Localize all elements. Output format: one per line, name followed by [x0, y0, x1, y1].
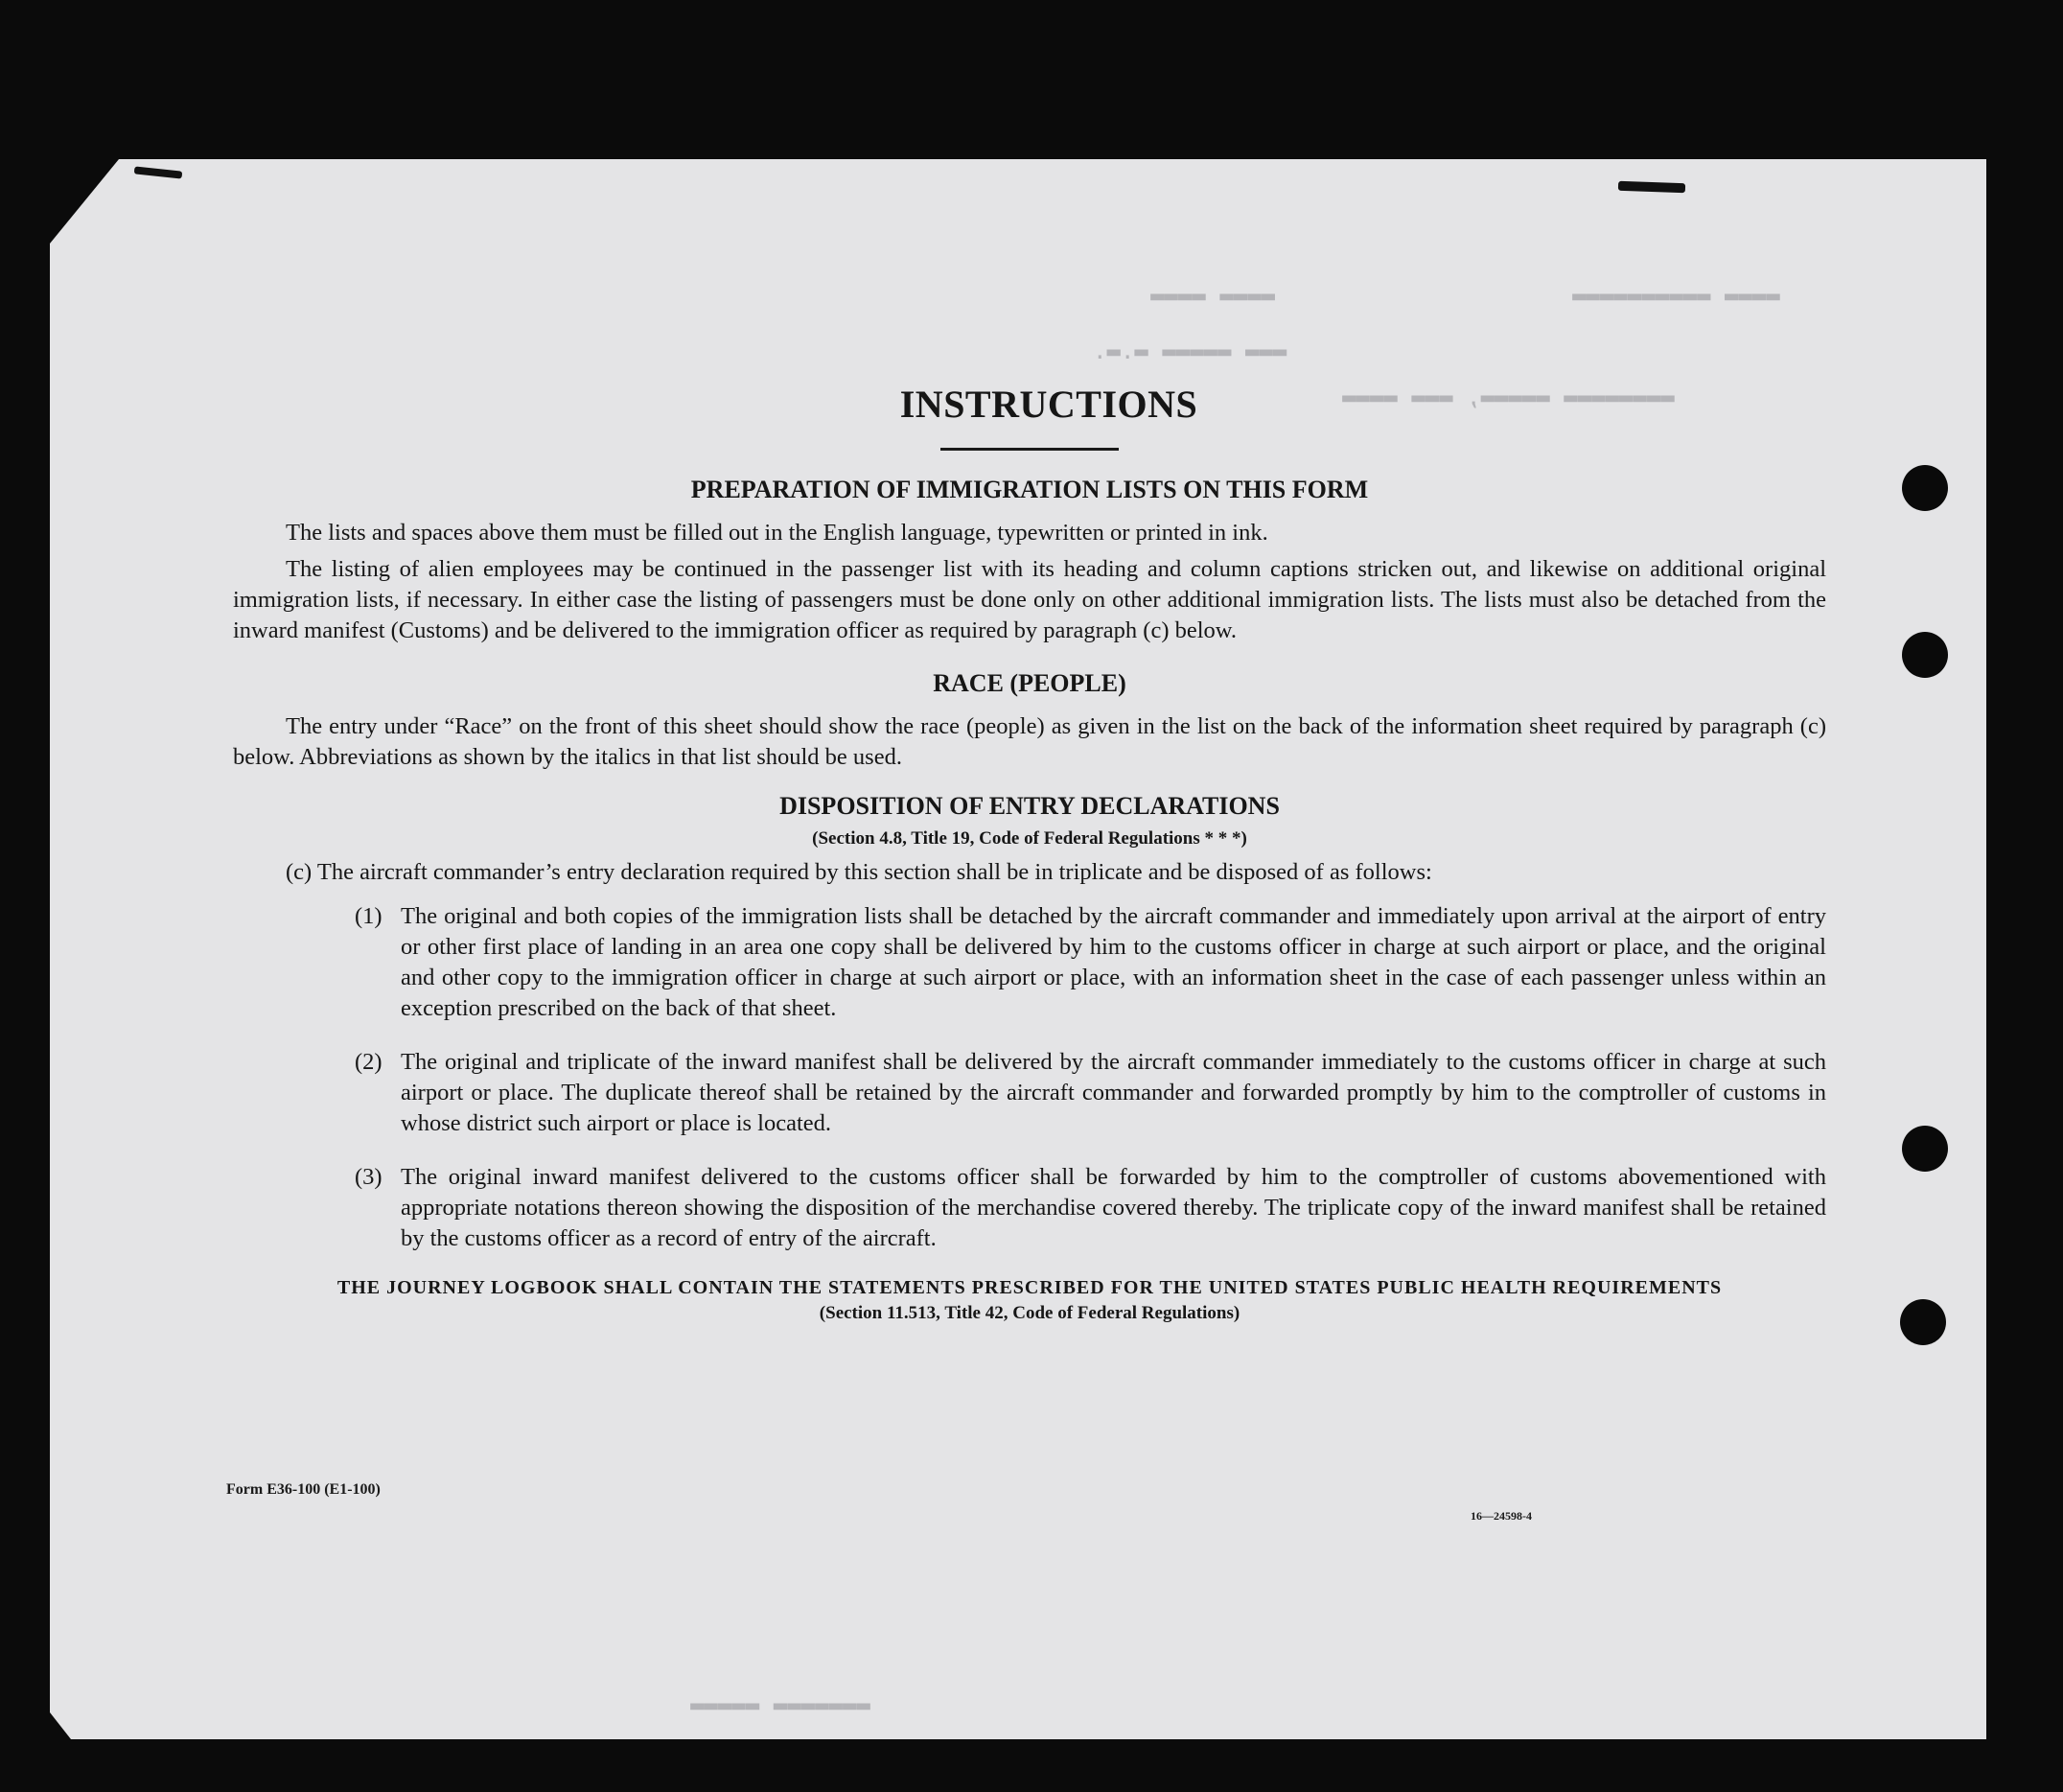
prep-heading: PREPARATION OF IMMIGRATION LISTS ON THIS FORM — [690, 476, 1369, 503]
race-paragraph: The entry under “Race” on the front of this sheet should show the race (people) as given in the list on the back of the information sheet required by paragraph (c) below. Abbreviations as shown by the italics in that list should be used. — [233, 713, 1826, 770]
list-item-text: The original inward manifest delivered to the customs officer shall be forwarded by him to the comptroller of customs abovementioned with appropriate notations thereon showing the disposition of the merchandise covered thereby. The triplicate copy of the inward manifest shall be retained by the customs officer as a record of entry of the aircraft. — [401, 1164, 1826, 1251]
list-item-number: (3) — [355, 1164, 382, 1190]
bleed-through: ▬▬▬ ▬▬▬▬▬ ▬.▬. — [1093, 337, 1287, 364]
disposition-intro: (c) The aircraft commander’s entry declaration required by this section shall be in triplicate and be disposed of as follows: — [286, 859, 1432, 885]
instructions-content — [233, 382, 1826, 1324]
bleed-through: ▬▬▬▬ ▬▬▬▬▬▬▬▬▬▬ — [1572, 282, 1780, 309]
punch-hole — [1902, 1126, 1948, 1172]
bleed-through: ▬▬▬▬▬▬▬▬ ▬▬▬▬▬, ▬▬▬ ▬▬▬▬ — [1342, 384, 1675, 410]
list-item-text: The original and both copies of the immigration lists shall be detached by the aircraft commander and immediately upon arrival at the airport of entry or other first place of landing in an area one copy shall be delivered by him to the customs officer in charge at such airport or place, and the original and other copy to the immigration officer in charge at such airport or place, with an information sheet in the case of each passenger unless within an exception prescribed on the back of that sheet. — [401, 903, 1826, 1021]
list-item — [233, 1047, 1826, 1139]
footer-citation: (Section 11.513, Title 42, Code of Federal Regulations) — [819, 1303, 1240, 1323]
disposition-list — [233, 901, 1826, 1254]
bleed-through: ▬▬▬▬▬▬▬ ▬▬▬▬▬ — [690, 1691, 870, 1718]
prep-paragraph-2: The listing of alien employees may be continued in the passenger list with its heading and column captions stricken out, and likewise on additional original immigration lists, if necessary. In either case the listing of passengers must be done only on other additional immigration lists. The lists must also be detached from the inward manifest (Customs) and be delivered to the immigration officer as required by paragraph (c) below. — [233, 556, 1826, 643]
list-item — [233, 1162, 1826, 1254]
list-item-number: (2) — [355, 1049, 382, 1075]
disposition-citation: (Section 4.8, Title 19, Code of Federal Regulations * * *) — [812, 828, 1247, 849]
punch-hole — [1902, 465, 1948, 511]
list-item — [233, 901, 1826, 1024]
race-heading: RACE (PEOPLE) — [933, 669, 1126, 697]
disposition-heading: DISPOSITION OF ENTRY DECLARATIONS — [779, 792, 1280, 820]
prep-paragraph-1: The lists and spaces above them must be filled out in the English language, typewritten or printed in ink. — [286, 520, 1268, 546]
footer-statement: THE JOURNEY LOGBOOK SHALL CONTAIN THE STATEMENTS PRESCRIBED FOR THE UNITED STATES PUBLIC HEALTH REQUIREMENTS — [336, 1277, 1723, 1298]
list-item-text: The original and triplicate of the inward manifest shall be delivered by the aircraft commander immediately to the customs officer in charge at such airport or place. The duplicate thereof shall be retained by the aircraft commander and forwarded promptly by him to the comptroller of customs in whose district such airport or place is located. — [401, 1049, 1826, 1136]
bleed-through: ▬▬▬▬ ▬▬▬▬ — [1150, 282, 1276, 309]
list-item-number: (1) — [355, 903, 382, 929]
title-underline — [940, 448, 1119, 451]
punch-hole — [1902, 632, 1948, 678]
form-number: Form E36-100 (E1-100) — [226, 1481, 381, 1498]
page-title: INSTRUCTIONS — [899, 383, 1198, 426]
print-number: 16—24598-4 — [1471, 1509, 1532, 1523]
punch-hole — [1900, 1299, 1946, 1345]
